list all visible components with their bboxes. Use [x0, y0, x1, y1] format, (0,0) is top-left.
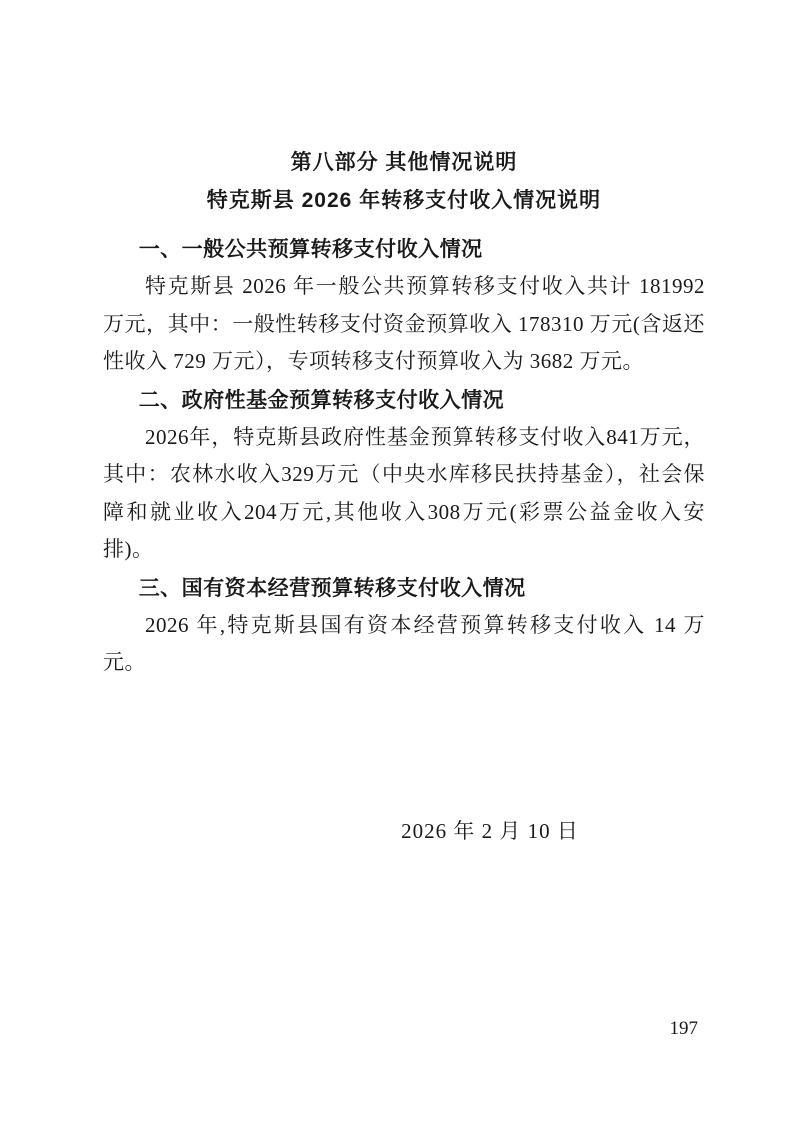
section-paragraph-3: 2026 年,特克斯县国有资本经营预算转移支付收入 14 万元。: [103, 612, 705, 674]
document-subtitle: 特克斯县 2026 年转移支付收入情况说明: [206, 189, 602, 212]
section-paragraph-1: 特克斯县 2026 年一般公共预算转移支付收入共计 181992 万元，其中：一般性转移支付资金预算收入 178310 万元(含返还性收入 729 万元），专项转移支付预算收入为 3682 万元。: [103, 274, 705, 373]
section-heading-1: 一、一般公共预算转移支付收入情况: [138, 237, 483, 261]
section-government-fund-budget: [103, 381, 705, 569]
document-title: 第八部分 其他情况说明: [290, 151, 518, 174]
section-heading-3: 三、国有资本经营预算转移支付收入情况: [138, 575, 526, 600]
section-general-public-budget: [103, 230, 705, 381]
section-state-capital-budget: [103, 569, 705, 682]
document-content: [103, 144, 705, 850]
page-number: 197: [669, 1018, 698, 1039]
document-date: 2026 年 2 月 10 日: [401, 818, 579, 843]
section-paragraph-2: 2026年，特克斯县政府性基金预算转移支付收入841万元，其中：农林水收入329万元（中央水库移民扶持基金），社会保障和就业收入204万元,其他收入308万元(彩票公益金收入安排)。: [103, 424, 705, 561]
section-heading-2: 二、政府性基金预算转移支付收入情况: [138, 387, 505, 412]
